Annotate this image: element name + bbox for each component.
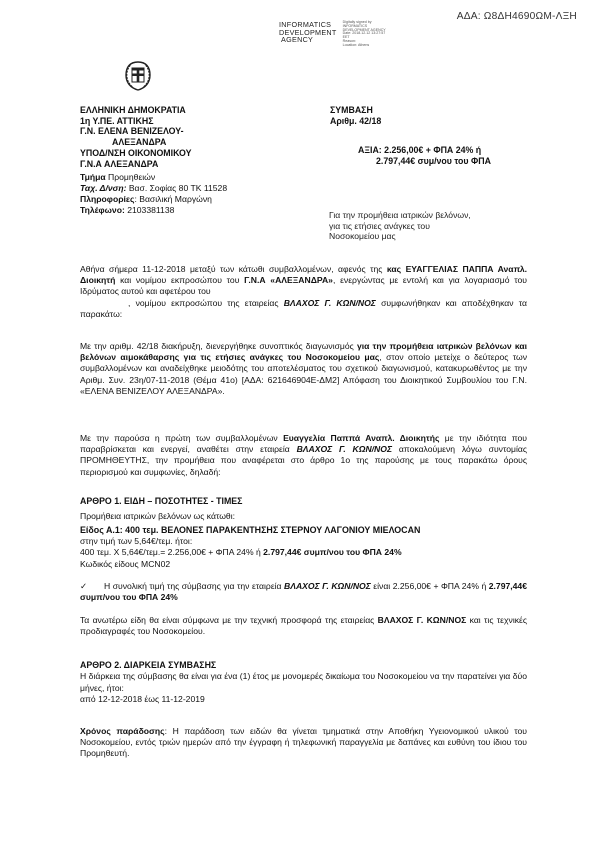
phone-line: Τηλέφωνο: 2103381138 (80, 205, 175, 215)
department-line: Τμήμα Προμηθειών (80, 172, 156, 182)
contract-header (330, 105, 381, 126)
signature-details: Digitally signed by INFORMATICS DEVELOPMENT AGENCY Date: 2018.12.12 13:27:57 EET Reason: Location: Athens (342, 20, 386, 47)
calculation-line: 400 τεμ. Χ 5,64€/τεμ.= 2.256,00€ + ΦΠΑ 24% ή 2.797,44€ συμπ/νου του ΦΠΑ 24% (80, 547, 402, 558)
article-1-intro: Προμήθεια ιατρικών βελόνων ως κάτωθι: (80, 511, 236, 522)
issuer-line: Γ.Ν.Α ΑΛΕΞΑΝΔΡΑ (80, 158, 159, 169)
contract-title: ΣΥΜΒΑΣΗ (330, 105, 373, 115)
item-code-line: Κωδικός είδους ΜCN02 (80, 558, 171, 569)
paragraph-parties: Αθήνα σήμερα 11-12-2018 μεταξύ των κάτωθι συμβαλλομένων, αφενός της κας ΕΥΑΓΓΕΛΙΑΣ ΠΑΠΠΑ Αναπλ. Διοικητή και νομίμου εκπροσώπου του Γ.Ν.Α «ΑΛΕΞΑΝΔΡΑ», ενεργώντας με εντολή και για λογαριασμό του Ιδρύματος αυτού και αφετέρου του , νομίμου εκπροσώπου της εταιρείας ΒΛΑΧΟΣ Γ. ΚΩΝ/ΝΟΣ συμφωνήθηκαν και αποδέχθηκαν τα παρακάτω: (80, 264, 527, 319)
contact-person-line: Πληροφορίες: Βασιλική Μαργώνη (80, 194, 212, 204)
unit-price-line: στην τιμή των 5,64€/τεμ. ήτοι: (80, 536, 193, 547)
address-line: Ταχ. Δ/νση: Βασ. Σοφίας 80 ΤΚ 11528 (80, 183, 228, 193)
contract-number: Αριθμ. 42/18 (330, 115, 382, 126)
duration-period: από 12-12-2018 έως 11-12-2019 (80, 693, 205, 704)
issuer-line: ΥΠΟΔ/ΝΣΗ ΟΙΚΟΝΟΜΙΚΟΥ (80, 147, 192, 158)
signature-agency-name: INFORMATICS DEVELOPMENT AGENCY (279, 20, 337, 45)
conformity-line: Τα ανωτέρω είδη θα είναι σύμφωνα με την τεχνική προσφορά της εταιρείας ΒΛΑΧΟΣ Γ. ΚΩΝ/ΝΟΣ και τις τεχνικές προδιαγραφές του Νοσοκομείου. (80, 615, 528, 637)
ada-code: ΑΔΑ: Ω8ΔΗ4690ΩΜ-ΛΞΗ (456, 11, 577, 22)
greek-emblem-icon (123, 61, 153, 91)
article-2-title: ΑΡΘΡΟ 2. ΔΙΑΡΚΕΙΑ ΣΥΜΒΑΣΗΣ (80, 660, 217, 670)
article-1-title: ΑΡΘΡΟ 1. ΕΙΔΗ – ΠΟΣΟΤΗΤΕΣ - ΤΙΜΕΣ (80, 496, 243, 506)
issuer-line: ΕΛΛΗΝΙΚΗ ΔΗΜΟΚΡΑΤΙΑ (80, 105, 186, 115)
contact-info (80, 172, 227, 216)
delivery-terms: Χρόνος παράδοσης: Η παράδοση των ειδών θα γίνεται τμηματικά στην Αποθήκη Υγειονομικού υλικού του Νοσοκομείου, εντός τριών ημερών από την έγγραφη ή τηλεφωνική παραγγελία με δαπάνες και ευθύνη του ίδιου του Προμηθευτή. (80, 726, 527, 759)
article-1 (80, 496, 527, 637)
duration-text: Η διάρκεια της σύμβασης θα είναι για ένα (1) έτος με μονομερές δικαίωμα του Νοσοκομείου να την παρατείνει για δύο μήνες, ήτοι: (80, 671, 527, 693)
contract-subject: Για την προμήθεια ιατρικών βελόνων, για τις ετήσιες ανάγκες του Νοσοκομείου μας (329, 210, 471, 242)
checkmark-icon: ✓ (80, 580, 88, 591)
delivery-label: Χρόνος παράδοσης (80, 726, 165, 736)
issuer-line: Γ.Ν. ΕΛΕΝΑ ΒΕΝΙΖΕΛΟΥ- (80, 126, 184, 137)
total-value-line: ✓ Η συνολική τιμή της σύμβασης για την εταιρεία ΒΛΑΧΟΣ Γ. ΚΩΝ/ΝΟΣ είναι 2.256,00€ + ΦΠΑ 24% ή 2.797,44€ συμπ/νου του ΦΠΑ 24% (80, 580, 527, 602)
issuer-line: ΑΛΕΞΑΝΔΡΑ (112, 137, 167, 148)
issuer-line: 1η Υ.ΠΕ. ΑΤΤΙΚΗΣ (80, 115, 154, 126)
item-a1: Είδος Α.1: 400 τεμ. ΒΕΛΟΝΕΣ ΠΑΡΑΚΕΝΤΗΣΗΣ ΣΤΕΡΝΟΥ ΛΑΓΟΝΙΟΥ ΜΙΕΛΟCAN (80, 524, 421, 535)
signature-stamp (279, 21, 403, 47)
issuer-block (80, 105, 191, 169)
article-2 (80, 660, 527, 705)
paragraph-tender: Με την αριθμ. 42/18 διακήρυξη, διενεργήθηκε συνοπτικός διαγωνισμός για την προμήθεια ιατρικών βελόνων και βελόνων αιμοκάθαρσης για τις ετήσιες ανάγκες του Νοσοκομείου μας, στον οποίο μετείχε ο δεύτερος των συμβαλλομένων και αναδείχθηκε μειοδότης του αποτελέσματος του σχετικού διαγωνισμού, κατακυρωθέντος με την Αριθμ. Συν. 23η/07-11-2018 (Θέμα 41ο) [ΑΔΑ: 621646904Ε-ΔΜ2] Απόφαση του Διοικητικού Συμβουλίου του Γ.Ν. «ΕΛΕΝΑ ΒΕΝΙΖΕΛΟΥ ΑΛΕΞΑΝΔΡΑ». (80, 341, 528, 396)
contract-value: ΑΞΙΑ: 2.256,00€ + ΦΠΑ 24% ή 2.797,44€ συμ/νου του ΦΠΑ (358, 145, 491, 166)
paragraph-assignment: Με την παρούσα η πρώτη των συμβαλλομένων Ευαγγελία Παππά Αναπλ. Διοικητής με την ιδιότητα που παραβρίσκεται και ενεργεί, αναθέτει στην εταιρεία ΒΛΑΧΟΣ Γ. ΚΩΝ/ΝΟΣ αποκαλούμενη λόγω συντομίας ΠΡΟΜΗΘΕΥΤΗΣ, την προμήθεια που αναφέρεται στο άρθρο 1ο της παρούσης με τους παρακάτω όρους περιορισμού και συμφωνίες, δηλαδή: (80, 433, 527, 477)
